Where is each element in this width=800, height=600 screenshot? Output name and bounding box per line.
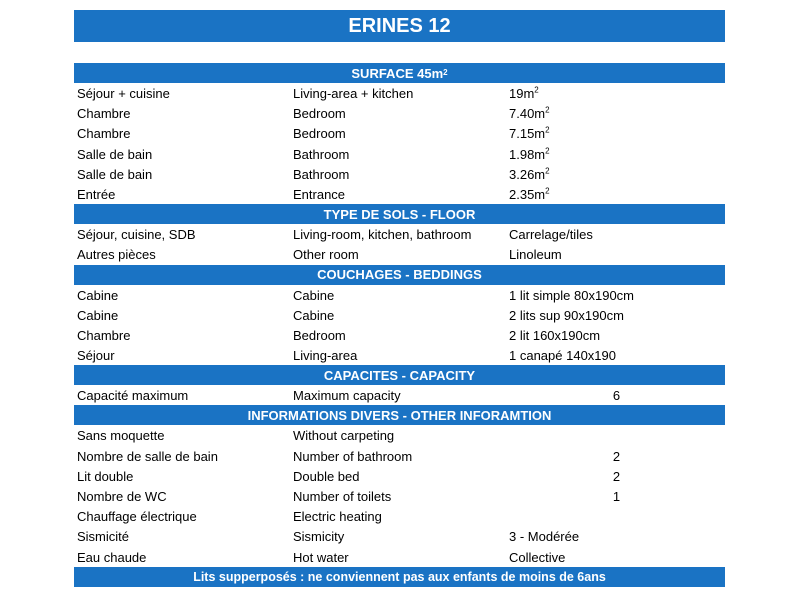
capacity-fr: Capacité maximum (77, 388, 189, 404)
other-fr: Nombre de WC (77, 489, 167, 504)
surface-fr: Chambre (77, 126, 131, 142)
floor-value: Carrelage/tiles (509, 227, 593, 243)
other-fr: Nombre de salle de bain (77, 448, 218, 464)
footer-note: Lits supperposés : ne conviennent pas aux enfants de moins de 6ans (74, 567, 725, 587)
other-fr: Lit double (77, 468, 134, 484)
page-title: ERINES 12 (74, 10, 725, 42)
surface-value (509, 126, 550, 141)
surface-row (74, 164, 725, 184)
other-value: Collective (509, 549, 566, 565)
capacity-en: Maximum capacity (293, 388, 401, 404)
section-header-beddings: COUCHAGES - BEDDINGS (74, 265, 725, 285)
bedding-en: Living-area (293, 348, 358, 364)
other-en: Number of bathroom (293, 448, 413, 464)
other-fr: Eau chaude (77, 549, 147, 565)
bedding-value: 1 canapé 140x190 (509, 348, 616, 364)
surface-value-sup: 2 (545, 186, 550, 196)
surface-en: Living-area + kitchen (293, 86, 414, 101)
surface-en: Bedroom (293, 126, 346, 142)
surface-row (74, 83, 725, 103)
other-row (74, 506, 725, 526)
surface-fr: Salle de bain (77, 166, 153, 182)
surface-value (509, 187, 550, 202)
surface-value-sup: 2 (545, 126, 550, 136)
floor-en: Living-room, kitchen, bathroom (293, 227, 472, 243)
other-en: Hot water (293, 549, 349, 565)
other-row (74, 526, 725, 546)
surface-row (74, 184, 725, 204)
other-row (74, 547, 725, 567)
other-row (74, 486, 725, 506)
surface-value (509, 167, 550, 182)
other-value: 2 (612, 448, 621, 464)
surface-value-text: 7.15m (509, 126, 546, 142)
other-en: Number of toilets (293, 489, 392, 504)
surface-en: Bedroom (293, 106, 346, 122)
bedding-en: Cabine (293, 307, 335, 323)
surface-header-label: SURFACE 45m (351, 65, 444, 81)
other-fr: Sismicité (77, 529, 130, 545)
surface-en: Bathroom (293, 166, 350, 182)
other-row (74, 446, 725, 466)
surface-value-text: 7.40m (509, 106, 546, 122)
other-row (74, 425, 725, 445)
surface-value-sup: 2 (545, 166, 550, 176)
bedding-fr: Séjour (77, 348, 115, 364)
surface-value-sup: 2 (545, 105, 550, 115)
floor-en: Other room (293, 247, 359, 263)
surface-en: Bathroom (293, 146, 350, 162)
other-en: Sismicity (293, 529, 345, 545)
section-header-other: INFORMATIONS DIVERS - OTHER INFORAMTION (74, 405, 725, 425)
floor-value: Linoleum (509, 247, 562, 263)
capacity-value: 6 (612, 388, 621, 404)
floor-row (74, 224, 725, 244)
section-header-floor: TYPE DE SOLS - FLOOR (74, 204, 725, 224)
surface-fr: Entrée (77, 186, 116, 202)
bedding-value: 1 lit simple 80x190cm (509, 287, 634, 303)
bedding-row (74, 325, 725, 345)
bedding-en: Cabine (293, 287, 335, 303)
floor-fr: Séjour, cuisine, SDB (77, 227, 196, 243)
surface-value-text: 19m (509, 86, 535, 101)
section-header-capacity: CAPACITES - CAPACITY (74, 365, 725, 385)
info-sheet (74, 63, 725, 587)
surface-row (74, 103, 725, 123)
surface-value-sup: 2 (545, 146, 550, 156)
surface-value (509, 106, 550, 121)
other-en: Without carpeting (293, 428, 395, 444)
capacity-row (74, 385, 725, 405)
surface-value-sup: 2 (534, 85, 539, 95)
floor-row (74, 244, 725, 264)
floor-fr: Autres pièces (77, 247, 156, 263)
surface-fr: Salle de bain (77, 146, 153, 162)
bedding-row (74, 305, 725, 325)
other-value: 3 - Modérée (509, 529, 580, 545)
surface-en: Entrance (293, 186, 346, 202)
bedding-fr: Cabine (77, 287, 119, 303)
bedding-fr: Chambre (77, 327, 131, 343)
surface-value-text: 1.98m (509, 146, 546, 162)
surface-row (74, 123, 725, 143)
surface-value (509, 86, 539, 101)
other-value: 1 (612, 489, 621, 504)
bedding-fr: Cabine (77, 307, 119, 323)
other-value: 2 (612, 468, 621, 484)
other-en: Electric heating (293, 509, 382, 525)
surface-fr: Chambre (77, 106, 131, 122)
surface-value-text: 3.26m (509, 166, 546, 182)
bedding-row (74, 285, 725, 305)
bedding-value: 2 lits sup 90x190cm (509, 307, 624, 323)
surface-value (509, 147, 550, 162)
surface-value-text: 2.35m (509, 186, 546, 202)
section-header-surface: SURFACE 45m 2 (74, 63, 725, 83)
bedding-value: 2 lit 160x190cm (509, 327, 601, 343)
surface-row (74, 144, 725, 164)
other-fr: Sans moquette (77, 428, 165, 444)
other-en: Double bed (293, 468, 360, 484)
bedding-row (74, 345, 725, 365)
bedding-en: Bedroom (293, 327, 346, 343)
other-fr: Chauffage électrique (77, 509, 197, 525)
other-row (74, 466, 725, 486)
surface-fr: Séjour + cuisine (77, 86, 170, 101)
